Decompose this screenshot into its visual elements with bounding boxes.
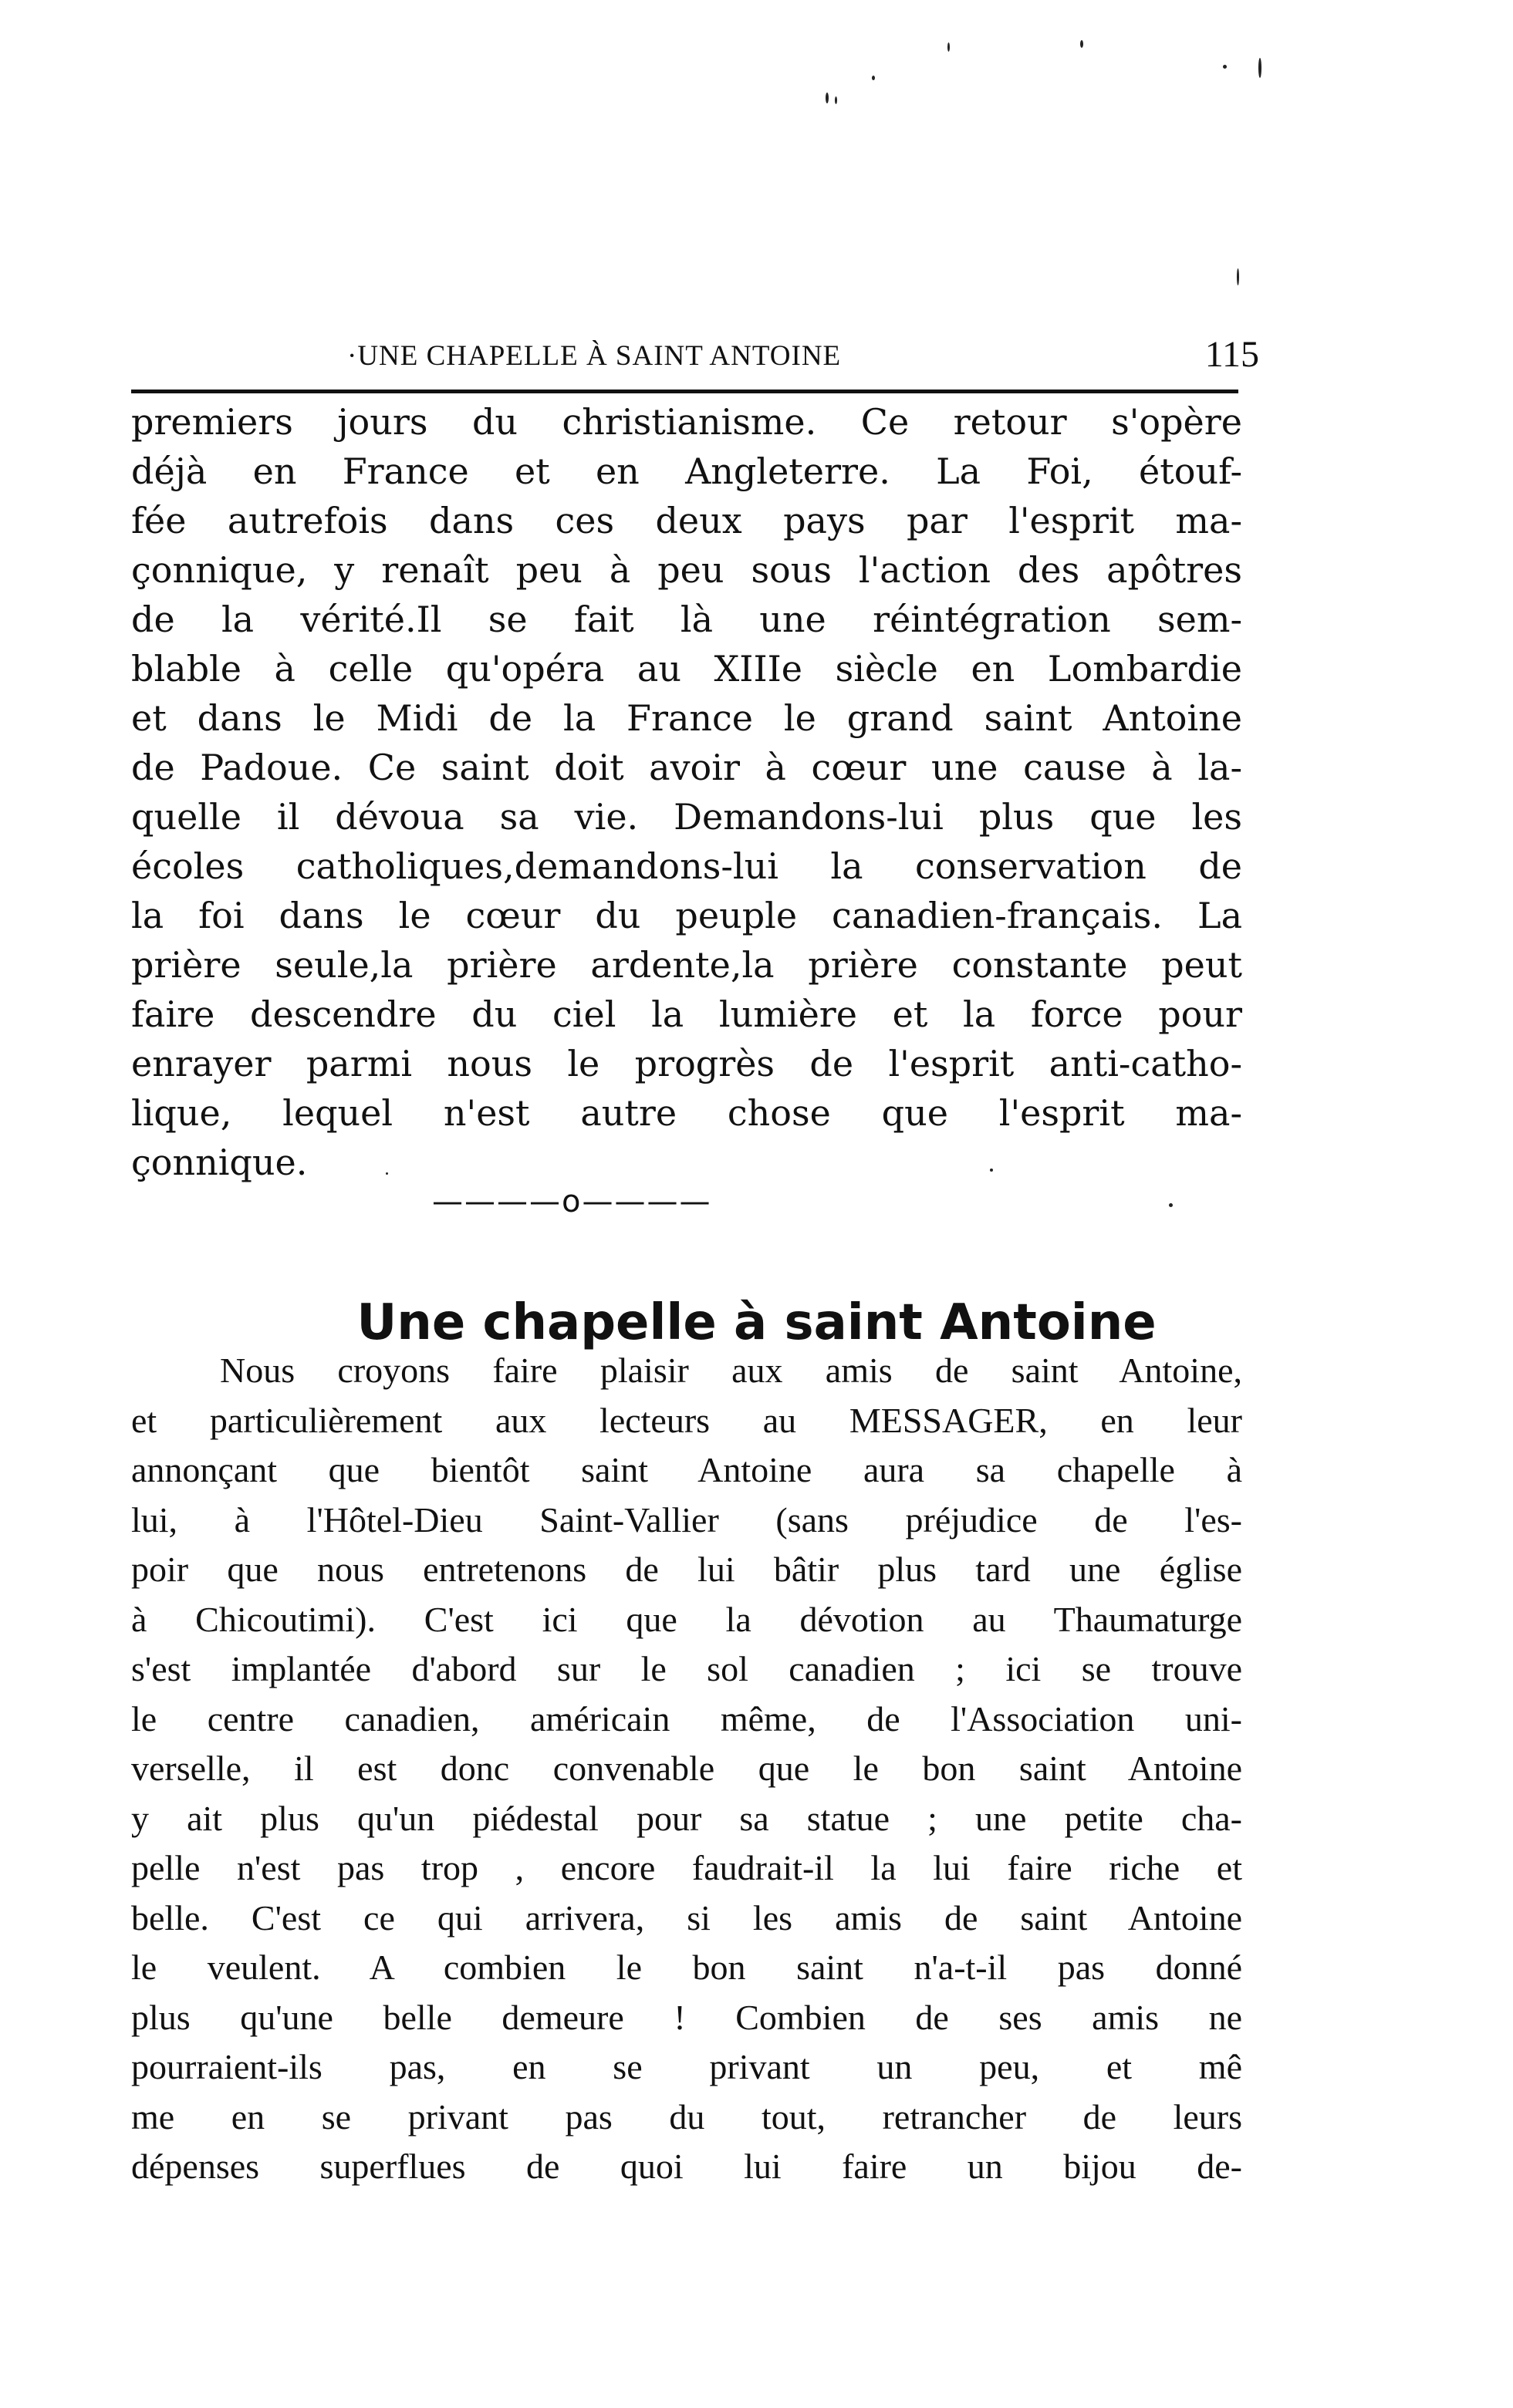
text-line: plus qu'une belle demeure ! Combien de ses amis ne xyxy=(131,1997,1242,2037)
text-line: le centre canadien, américain même, de l'Association uni- xyxy=(131,1698,1242,1739)
text-line: premiers jours du christianisme. Ce retour s'opère xyxy=(131,401,1242,443)
text-line: me en se privant pas du tout, retrancher de leurs xyxy=(131,2096,1242,2137)
text-line: çonnique. xyxy=(131,1142,308,1183)
text-line: y ait plus qu'un piédestal pour sa statue ; une petite cha- xyxy=(131,1798,1242,1838)
text-line: déjà en France et en Angleterre. La Foi, étouf- xyxy=(131,450,1242,492)
text-line: enrayer parmi nous le progrès de l'esprit anti-catho- xyxy=(131,1043,1242,1084)
text-line: écoles catholiques,demandons-lui la conservation de xyxy=(131,845,1242,887)
article-paragraph xyxy=(131,1346,1242,2192)
text-line: lique, lequel n'est autre chose que l'esprit ma- xyxy=(131,1092,1242,1134)
section-separator: ————o———— xyxy=(432,1184,712,1219)
text-line: faire descendre du ciel la lumière et la force pour xyxy=(131,993,1242,1035)
scan-speck xyxy=(835,96,837,104)
scan-speck xyxy=(1169,1203,1173,1207)
scan-speck xyxy=(947,42,950,52)
scan-speck xyxy=(1223,65,1227,69)
text-line: çonnique, y renaît peu à peu sous l'action des apôtres xyxy=(131,549,1242,591)
text-line: la foi dans le cœur du peuple canadien-français. La xyxy=(131,895,1242,936)
text-line: Nous croyons faire plaisir aux amis de saint Antoine, xyxy=(220,1351,1242,1390)
scan-speck xyxy=(1080,40,1083,48)
text-line: blable à celle qu'opéra au XIIIe siècle en Lombardie xyxy=(131,648,1242,690)
text-line: de la vérité.Il se fait là une réintégration sem- xyxy=(131,599,1242,640)
text-line: quelle il dévoua sa vie. Demandons-lui plus que les xyxy=(131,796,1242,838)
running-head-title: ·UNE CHAPELLE À SAINT ANTOINE xyxy=(347,340,842,372)
text-line: le veulent. A combien le bon saint n'a-t-il pas donné xyxy=(131,1948,1242,1987)
text-line: belle. C'est ce qui arrivera, si les amis de saint Antoine xyxy=(131,1897,1242,1938)
scan-speck xyxy=(826,93,829,103)
text-line: poir que nous entretenons de lui bâtir plus tard une église xyxy=(131,1550,1242,1589)
text-line: pelle n'est pas trop , encore faudrait-il la lui faire riche et xyxy=(131,1848,1242,1887)
text-line: verselle, il est donc convenable que le bon saint Antoine xyxy=(131,1749,1242,1788)
text-line: fée autrefois dans ces deux pays par l'esprit ma- xyxy=(131,500,1242,541)
text-line: s'est implantée d'abord sur le sol canadien ; ici se trouve xyxy=(131,1649,1242,1688)
text-line: annonçant que bientôt saint Antoine aura sa chapelle à xyxy=(131,1450,1242,1489)
text-line: prière seule,la prière ardente,la prière constante peut xyxy=(131,944,1242,986)
scan-speck xyxy=(1258,58,1261,78)
scan-speck xyxy=(872,76,875,80)
text-line: lui, à l'Hôtel-Dieu Saint-Vallier (sans préjudice de l'es- xyxy=(131,1499,1242,1540)
text-line: pourraient-ils pas, en se privant un peu, et mê xyxy=(131,2047,1242,2086)
scan-speck xyxy=(1237,268,1239,285)
page-number: 115 xyxy=(1204,334,1259,375)
continued-paragraph xyxy=(131,397,1242,1187)
text-line: dépenses superflues de quoi lui faire un bijou de- xyxy=(131,2147,1242,2186)
section-title: Une chapelle à saint Antoine xyxy=(356,1294,1157,1352)
text-line: et particulièrement aux lecteurs au MESSAGER, en leur xyxy=(131,1400,1242,1440)
text-line: et dans le Midi de la France le grand saint Antoine xyxy=(131,697,1242,739)
header-rule xyxy=(131,390,1238,393)
running-head xyxy=(131,334,1265,386)
text-line: de Padoue. Ce saint doit avoir à cœur une cause à la- xyxy=(131,747,1242,788)
text-line: à Chicoutimi). C'est ici que la dévotion au Thaumaturge xyxy=(131,1599,1242,1639)
